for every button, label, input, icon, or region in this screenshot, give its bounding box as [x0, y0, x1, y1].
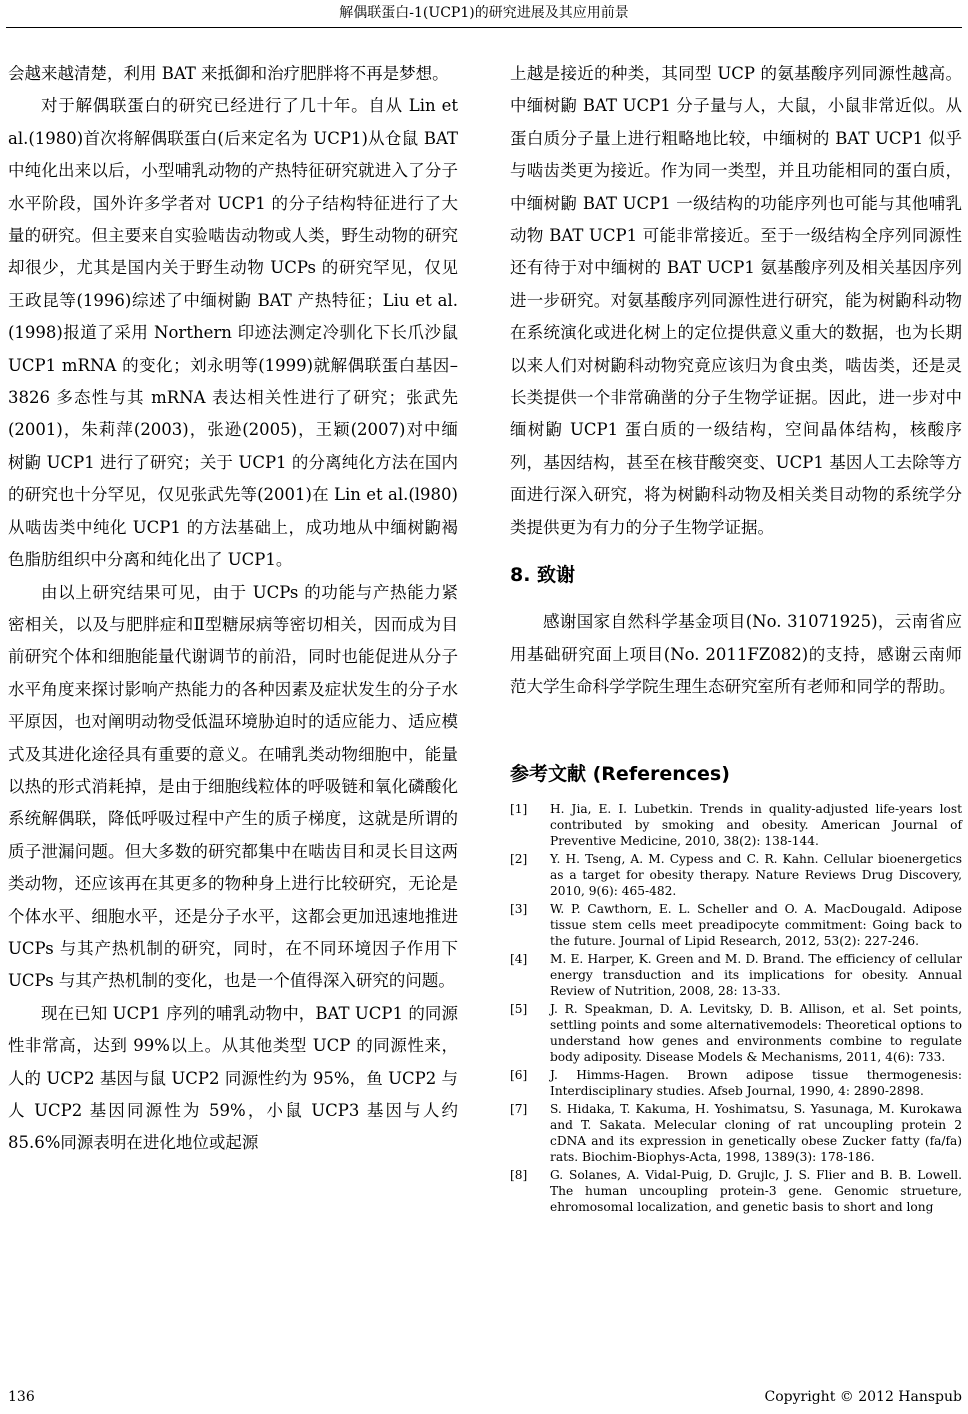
reference-text: H. Jia, E. I. Lubetkin. Trends in quality-adjusted life-years lost contributed by smoking and obesity. American Journal of Preventive Medicine, 2010, 38(2): 138-144. [550, 802, 962, 849]
reference-text: M. E. Harper, K. Green and M. D. Brand. The efficiency of cellular energy transduction and its implications for obesity. Annual Review of Nutrition, 2008, 28: 13-33. [550, 952, 962, 999]
reference-item [510, 1067, 962, 1099]
reference-list [510, 801, 962, 1215]
body-paragraph: 对于解偶联蛋白的研究已经进行了几十年。自从 Lin et al.(1980)首次将解偶联蛋白(后来定名为 UCP1)从仓鼠 BAT 中纯化出来以后，小型哺乳动物的产热特征研究就进入了分子水平阶段，国外许多学者对 UCP1 的分子结构特征进行了大量的研究。但主要来自实验啮齿动物或人类，野生动物的研究却很少，尤其是国内关于野生动物 UCPs 的研究罕见，仅见王政昆等(1996)综述了中缅树鼩 BAT 产热特征；Liu et al.(1998)报道了采用 Northern 印迹法测定冷驯化下长爪沙鼠 UCP1 mRNA 的变化；刘永明等(1999)就解偶联蛋白基因–3826 多态性与其 mRNA 表达相关性进行了研究；张武先(2001)，朱莉萍(2003)，张逊(2005)，王颖(2007)对中缅树鼩 UCP1 进行了研究；关于 UCP1 的分离纯化方法在国内的研究也十分罕见，仅见张武先等(2001)在 Lin et al.(l980)从啮齿类中纯化 UCP1 的方法基础上，成功地从中缅树鼩褐色脂肪组织中分离和纯化出了 UCP1。 [8, 96, 458, 570]
reference-item [510, 801, 962, 849]
reference-item [510, 901, 962, 949]
reference-item [510, 1001, 962, 1065]
references-heading: 参考文献 (References) [510, 763, 730, 786]
body-paragraph: 会越来越清楚，利用 BAT 来抵御和治疗肥胖将不再是梦想。 [8, 64, 449, 83]
reference-number: [1] [510, 802, 528, 817]
reference-item [510, 1101, 962, 1165]
reference-number: [6] [510, 1068, 528, 1083]
reference-number: [2] [510, 852, 528, 867]
body-paragraph: 上越是接近的种类，其同型 UCP 的氨基酸序列同源性越高。中缅树鼩 BAT UCP1 分子量与人，大鼠，小鼠非常近似。从蛋白质分子量上进行粗略地比较，中缅树的 BAT UCP1 似乎与啮齿类更为接近。作为同一类型，并且功能相同的蛋白质，中缅树鼩 BAT UCP1 一级结构的功能序列也可能与其他哺乳动物 BAT UCP1 可能非常接近。至于一级结构全序列同源性还有待于对中缅树的 BAT UCP1 氨基酸序列及相关基因序列进一步研究。对氨基酸序列同源性进行研究，能为树鼩科动物在系统演化或进化树上的定位提供意义重大的数据，也为长期以来人们对树鼩科动物究竟应该归为食虫类，啮齿类，还是灵长类提供一个非常确凿的分子生物学证据。因此，进一步对中缅树鼩 UCP1 蛋白质的一级结构，空间晶体结构，核酸序列，基因结构，甚至在核苷酸突变、UCP1 基因人工去除等方面进行深入研究，将为树鼩科动物及相关类目动物的系统学分类提供更为有力的分子生物学证据。 [510, 64, 962, 537]
reference-text: J. Himms-Hagen. Brown adipose tissue thermogenesis: Interdisciplinary studies. Afseb Journal, 1990, 4: 2890-2898. [550, 1068, 962, 1099]
body-paragraph: 现在已知 UCP1 序列的哺乳动物中，BAT UCP1 的同源性非常高，达到 99%以上。从其他类型 UCP 的同源性来，人的 UCP2 基因与鼠 UCP2 同源性约为 95%，鱼 UCP2 与人 UCP2 基因同源性为 59%，小鼠 UCP3 基因与人约 85.6%同源表明在进化地位或起源 [8, 1003, 458, 1153]
reference-item [510, 851, 962, 899]
reference-number: [4] [510, 952, 528, 967]
acknowledgement-text: 感谢国家自然科学基金项目(No. 31071925)，云南省应用基础研究面上项目(No. 2011FZ082)的支持，感谢云南师范大学生命科学学院生理生态研究室所有老师和同学的帮助。 [510, 612, 962, 696]
right-column [510, 58, 962, 1217]
reference-text: W. P. Cawthorn, E. L. Scheller and O. A. MacDougald. Adipose tissue stem cells meet preadipocyte commitment: Going back to the future. Journal of Lipid Research, 2012, 53(2): 227-246. [550, 902, 962, 949]
copyright-notice: Copyright © 2012 Hanspub [764, 1389, 962, 1405]
left-column [8, 58, 458, 1160]
running-header: 解偶联蛋白-1(UCP1)的研究进展及其应用前景 [339, 5, 629, 21]
reference-item [510, 951, 962, 999]
reference-text: G. Solanes, A. Vidal-Puig, D. Grujlc, J. S. Flier and B. B. Lowell. The human uncoupling protein-3 gene. Genomic strueture, ehromosomal localization, and genetic basis to short and long [550, 1168, 962, 1215]
acknowledgement-heading: 8. 致谢 [510, 564, 576, 587]
reference-number: [7] [510, 1102, 528, 1117]
reference-number: [8] [510, 1168, 528, 1183]
reference-number: [3] [510, 902, 528, 917]
body-paragraph: 由以上研究结果可见，由于 UCPs 的功能与产热能力紧密相关，以及与肥胖症和Ⅱ型糖尿病等密切相关，因而成为目前研究个体和细胞能量代谢调节的前沿，同时也能促进从分子水平角度来探讨影响产热能力的各种因素及症状发生的分子水平原因，也对阐明动物受低温环境胁迫时的适应能力、适应模式及其进化途径具有重要的意义。在哺乳类动物细胞中，能量以热的形式消耗掉，是由于细胞线粒体的呼吸链和氧化磷酸化系统解偶联，降低呼吸过程中产生的质子梯度，这就是所谓的质子泄漏问题。但大多数的研究都集中在啮齿目和灵长目这两类动物，还应该再在其更多的物种身上进行比较研究，无论是个体水平、细胞水平，还是分子水平，这都会更加迅速地推进 UCPs 与其产热机制的研究，同时，在不同环境因子作用下 UCPs 与其产热机制的变化，也是一个值得深入研究的问题。 [8, 582, 458, 991]
header-divider [6, 27, 962, 28]
reference-text: J. R. Speakman, D. A. Levitsky, D. B. Allison, et al. Set points, settling points and some alternativemodels: Theoretical options to understand how genes and environments combine to regulate body adiposity. Disease Models & Mechanisms, 2011, 4(6): 733. [550, 1002, 962, 1065]
reference-item [510, 1167, 962, 1215]
reference-number: [5] [510, 1002, 528, 1017]
reference-text: S. Hidaka, T. Kakuma, H. Yoshimatsu, S. Yasunaga, M. Kurokawa and T. Sakata. Melecular cloning of rat uncoupling protein 2 cDNA and its expression in genetically obese Zucker fatty (fa/fa) rats. Biochim-Biophys-Acta, 1998, 1389(3): 178-186. [550, 1102, 962, 1165]
reference-text: Y. H. Tseng, A. M. Cypess and C. R. Kahn. Cellular bioenergetics as a target for obesity therapy. Nature Reviews Drug Discovery, 2010, 9(6): 465-482. [550, 852, 962, 899]
page-number: 136 [8, 1389, 35, 1405]
